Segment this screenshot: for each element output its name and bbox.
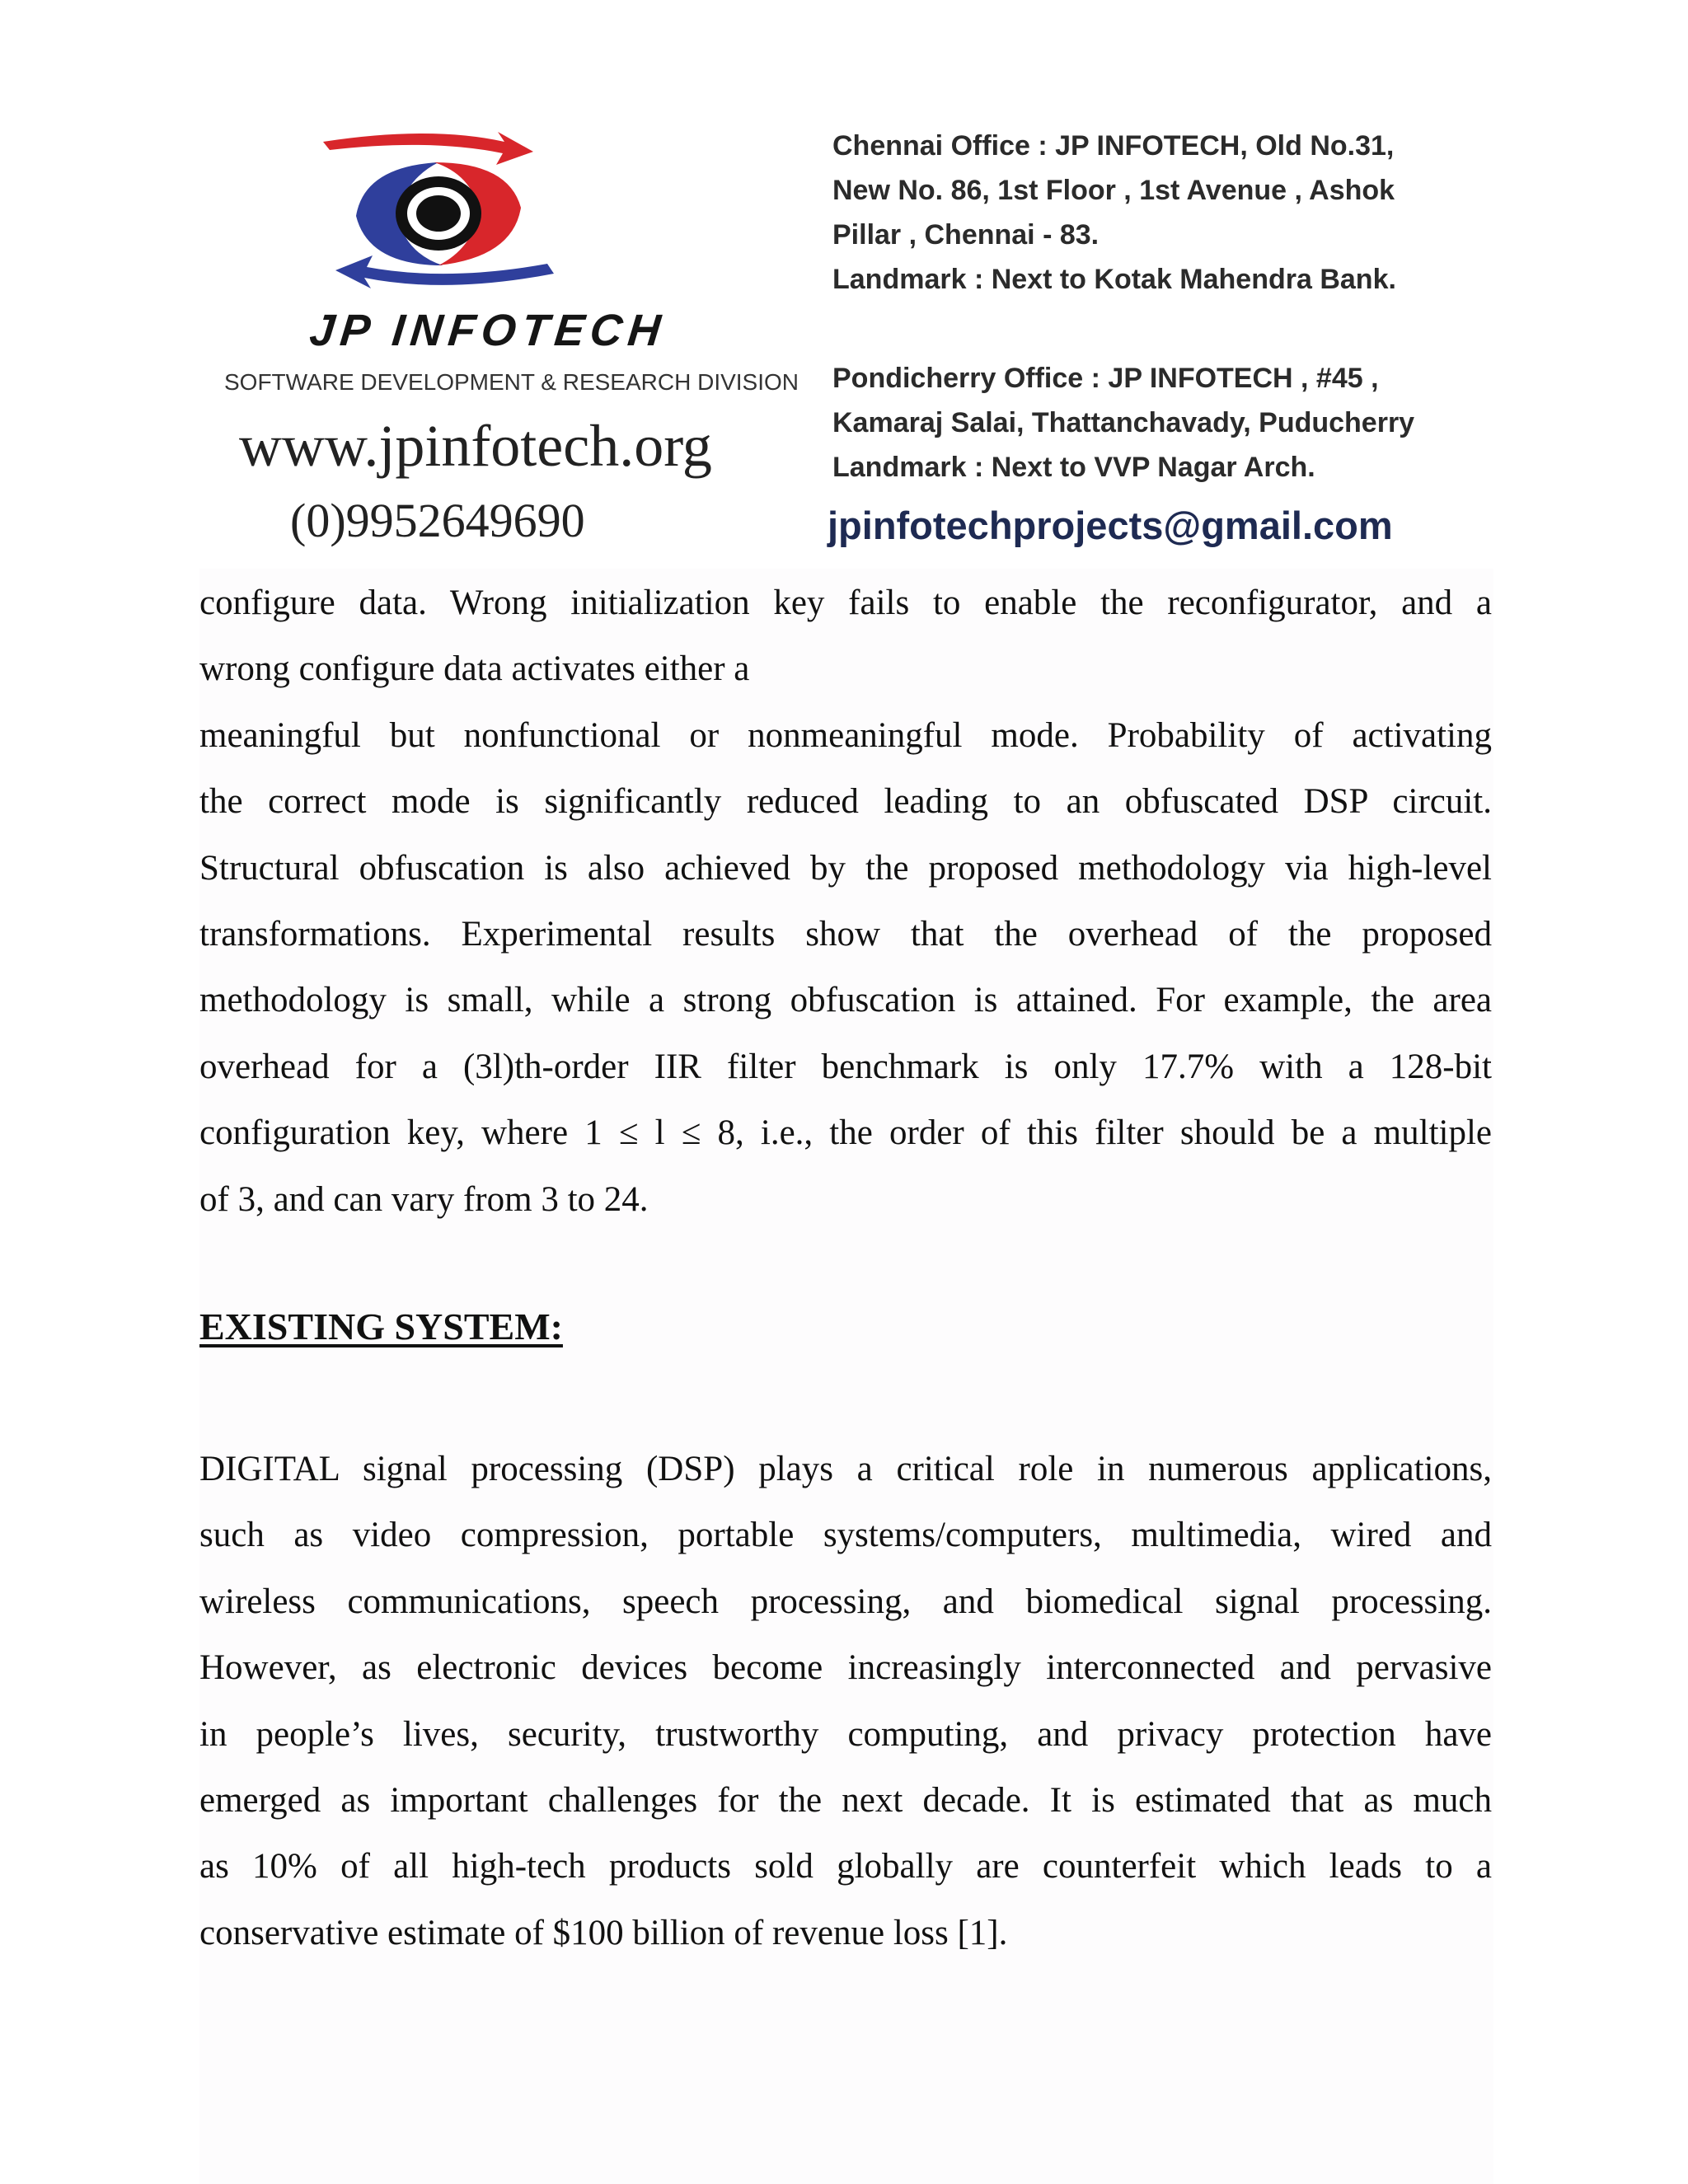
paragraph-line: wrong configure data activates either a	[199, 649, 750, 689]
paragraph-line: the correct mode is significantly reduced leading to an obfuscated DSP circuit.	[199, 782, 1492, 822]
paragraph-line: However, as electronic devices become increasingly interconnected and pervasive	[199, 1648, 1492, 1688]
brand-phone: (0)9952649690	[290, 494, 585, 547]
address-line: Kamaraj Salai, Thattanchavady, Puducherry	[832, 407, 1415, 438]
paragraph-line: as 10% of all high-tech products sold globally are counterfeit which leads to a	[199, 1847, 1492, 1886]
pondicherry-office-address	[832, 356, 1492, 490]
paragraph-line: of 3, and can vary from 3 to 24.	[199, 1179, 649, 1219]
address-line: New No. 86, 1st Floor , 1st Avenue , Ashok	[832, 175, 1395, 206]
paragraph-line: configure data. Wrong initialization key fails to enable the reconfigurator, and a	[199, 583, 1492, 622]
target-arrows-logo	[307, 117, 570, 307]
contact-email: jpinfotechprojects@gmail.com	[828, 504, 1393, 547]
header-banner	[199, 99, 1493, 569]
address-line: Chennai Office : JP INFOTECH, Old No.31,	[832, 130, 1395, 162]
address-line: Landmark : Next to Kotak Mahendra Bank.	[832, 264, 1396, 295]
address-line: Pondicherry Office : JP INFOTECH , #45 ,	[832, 363, 1379, 394]
paragraph-line: meaningful but nonfunctional or nonmeaningful mode. Probability of activating	[199, 715, 1492, 755]
paragraph-line: conservative estimate of $100 billion of revenue loss [1].	[199, 1913, 1008, 1952]
section-heading-existing-system: EXISTING SYSTEM:	[199, 1305, 563, 1347]
brand-tagline: SOFTWARE DEVELOPMENT & RESEARCH DIVISION	[224, 369, 799, 395]
paragraph-line: emerged as important challenges for the next decade. It is estimated that as much	[199, 1780, 1492, 1820]
paragraph-line: configuration key, where 1 ≤ l ≤ 8, i.e., the order of this filter should be a multiple	[199, 1113, 1492, 1153]
paragraph-line: overhead for a (3l)th-order IIR filter benchmark is only 17.7% with a 128-bit	[199, 1047, 1492, 1086]
paragraph-line: such as video compression, portable systems/computers, multimedia, wired and	[199, 1516, 1492, 1555]
paragraph-line: DIGITAL signal processing (DSP) plays a critical role in numerous applications,	[199, 1450, 1492, 1488]
brand-name: JP INFOTECH	[307, 306, 669, 355]
chennai-office-address	[832, 124, 1492, 302]
paragraph-line: methodology is small, while a strong obfuscation is attained. For example, the area	[199, 981, 1492, 1020]
paragraph-line: Structural obfuscation is also achieved by the proposed methodology via high-level	[199, 848, 1492, 888]
paragraph-line: transformations. Experimental results show that the overhead of the proposed	[199, 914, 1492, 954]
paragraph-line: wireless communications, speech processing, and biomedical signal processing.	[199, 1582, 1492, 1621]
paragraph-line: in people’s lives, security, trustworthy computing, and privacy protection have	[199, 1714, 1492, 1754]
address-line: Pillar , Chennai - 83.	[832, 219, 1100, 251]
address-line: Landmark : Next to VVP Nagar Arch.	[832, 452, 1315, 483]
brand-website: www.jpinfotech.org	[239, 413, 712, 479]
existing-system-paragraph	[199, 1436, 1492, 1966]
intro-paragraph	[199, 570, 1492, 1233]
